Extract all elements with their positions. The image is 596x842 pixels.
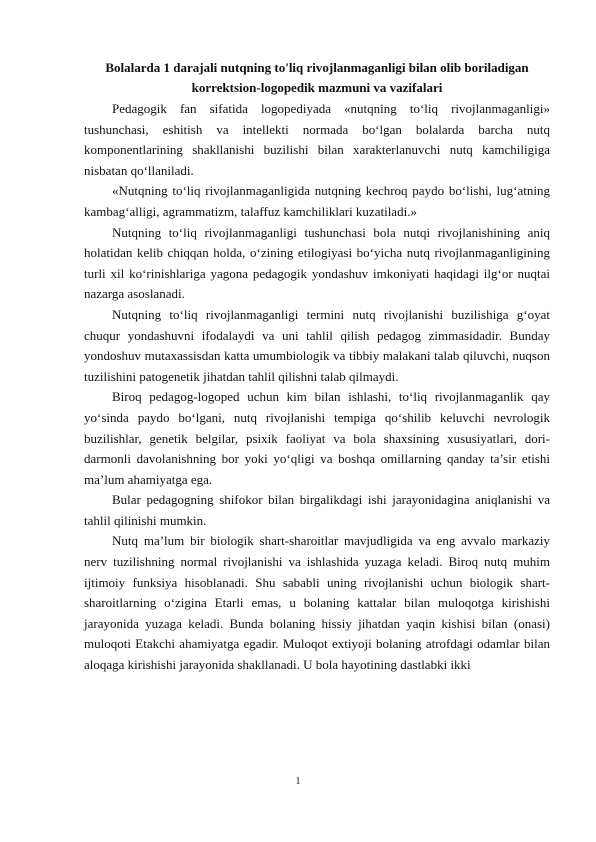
paragraph: Biroq pedagog-logoped uchun kim bilan ishlashi, to‘liq rivojlanmaganlik qay yo‘sinda paydo bo‘lgani, nutq rivojlanishi tempiga qo‘shilib keluvchi nevrologik buzilishlar, genetik belgilar, psixik faoliyat va bola shaxsining xususiyatlari, dori-darmonli davolanishning bor yoki yo‘qligi va boshqa omillarning qanday ta’sir etishi ma’lum ahamiyatga ega. [84,389,550,487]
paragraph: Bular pedagogning shifokor bilan birgalikdagi ishi jarayonidagina aniqlanishi va tahlil qilinishi mumkin. [84,492,550,528]
paragraph: Nutqning to‘liq rivojlanmaganligi termini nutq rivojlanishi buzilishiga g‘oyat chuqur yondashuvni ifodalaydi va uni tahlil qilish pedagog zimmasidadir. Bunday yondoshuv mutaxassisdan katta umumbiologik va tibbiy malakani talab qiluvchi, nuqson tuzilishini patogenetik jihatdan tahlil qilishni talab qilmaydi. [84,306,550,384]
title-line-2: korrektsion-logopedik mazmuni va vazifalari [191,80,443,95]
title-line-1: Bolalarda 1 darajali nutqning to'liq rivojlanmaganligi bilan olib boriladigan [105,60,529,75]
paragraph: Nutq ma’lum bir biologik shart-sharoitlar mavjudligida va eng avvalo markaziy nerv tuzilishning normal rivojlanishi va ishlashida yuzaga keladi. Biroq nutq muhim ijtimoiy funksiya hisoblanadi. Shu sababli uning rivojlanishi uchun biologik shart-sharoitlarning o‘zigina Etarli emas, u bolaning kattalar bilan muloqotga kirishishi jarayonida yuzaga keladi. Bunda bolaning hissiy jihatdan yaqin kishisi bilan (onasi) muloqoti Etakchi ahamiyatga egadir. Muloqot extiyoji bolaning atrofdagi odamlar bilan aloqaga kirishishi jarayonida shakllanadi. U bola hayotining dastlabki ikki [84,533,550,673]
paragraph: Pedagogik fan sifatida logopediyada «nutqning to‘liq rivojlanmaganligi» tushunchasi, eshitish va intellekti normada bo‘lgan bolalarda barcha nutq komponentlarining shakllanishi buzilishi bilan xarakterlanuvchi nutq kamchiligiga nisbatan qo‘llaniladi. [84,101,550,178]
page-number: 1 [295,776,301,787]
document-body [84,99,550,676]
paragraph: Nutqning to‘liq rivojlanmaganligi tushunchasi bola nutqi rivojlanishining aniq holatidan kelib chiqqan holda, o‘zining etilogiyasi bo‘yicha nutq rivojlanmaganligining turli xil ko‘rinishlariga yagona pedagogik yondashuv imkoniyati haqidagi ilg‘or nuqtai nazarga asoslanadi. [84,224,550,302]
paragraph: «Nutqning to‘liq rivojlanmaganligida nutqning kechroq paydo bo‘lishi, lug‘atning kambag‘alligi, agrammatizm, talaffuz kamchiliklari kuzatiladi.» [84,183,550,219]
document-title [84,58,550,98]
